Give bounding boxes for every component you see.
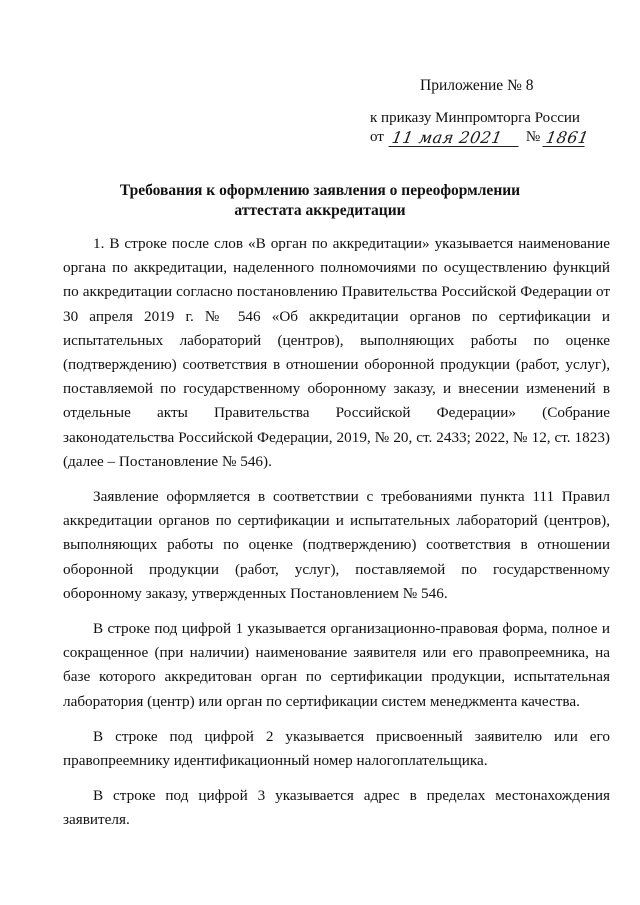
document-title	[60, 181, 580, 221]
paragraph-5: В строке под цифрой 3 указывается адрес в пределах местонахождения заявителя.	[63, 787, 610, 829]
order-reference: к приказу Минпромторга России	[370, 110, 580, 126]
appendix-label: Приложение № 8	[420, 77, 534, 94]
paragraph-4: В строке под цифрой 2 указывается присвоенный заявителю или его правопреемнику идентификационный номер налогоплательщика.	[63, 727, 610, 770]
paragraph-1: 1. В строке после слов «В орган по аккредитации» указывается наименование органа по аккредитации, наделенного полномочиями по осуществлению функций по аккредитации согласно постановлению Правительства Российской Федерации от 30 апреля 2019 г. № 546 «Об аккредитации органов по сертификации и испытательных лабораторий (центров), выполняющих работы по оценке (подтверждению) соответствия в отношении оборонной продукции (работ, услуг), поставляемой по государственному оборонному заказу, и внесении изменений в отдельные акты Правительства Российской Федерации» (Собрание законодательства Российской Федерации, 2019, № 20, ст. 2433; 2022, № 12, ст. 1823) (далее – Постановление № 546).	[63, 235, 610, 470]
number-prefix: №	[525, 129, 541, 145]
handwritten-number: 1861	[544, 128, 591, 147]
date-prefix: от	[370, 129, 384, 145]
paragraph-2: Заявление оформляется в соответствии с требованиями пункта 111 Правил аккредитации органов по сертификации и испытательных лабораторий (центров), выполняющих работы по оценке (подтверждению) соответствия в отношении оборонной продукции (работ, услуг), поставляемой по государственному оборонному заказу, утвержденных Постановлением № 546.	[63, 488, 610, 602]
paragraph-3: В строке под цифрой 1 указывается организационно-правовая форма, полное и сокращенное (при наличии) наименование заявителя или его правопреемника, на базе которого аккредитован орган по сертификации продукции, испытательная лаборатория (центр) или орган по сертификации систем менеджмента качества.	[63, 620, 610, 710]
title-line-1: Требования к оформлению заявления о переоформлении	[119, 182, 521, 199]
handwritten-date: 11 мая 2021	[388, 129, 521, 147]
title-line-2: аттестата аккредитации	[234, 202, 406, 219]
order-date-line	[370, 127, 591, 147]
document-body	[63, 232, 610, 844]
